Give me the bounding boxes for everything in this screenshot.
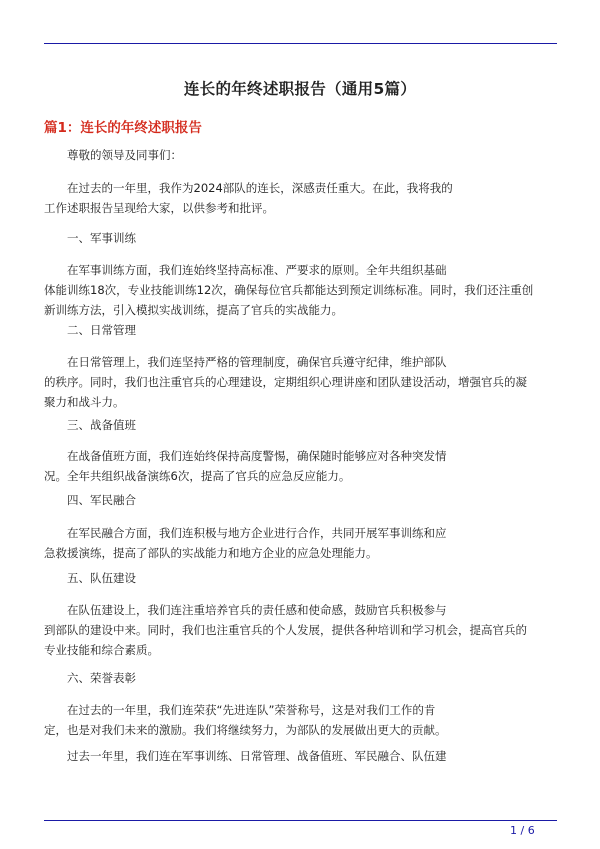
paragraph-line: 在过去的一年里，我们连荣获“先进连队”荣誉称号，这是对我们工作的肯 [67,703,436,717]
paragraph-line: 过去一年里，我们连在军事训练、日常管理、战备值班、军民融合、队伍建 [67,749,447,763]
paragraph-line: 聚力和战斗力。 [44,395,125,409]
paragraph [44,415,584,435]
paragraph [44,352,584,412]
paragraph-line: 在军事训练方面，我们连始终坚持高标准、严要求的原则。全年共组织基础 [67,263,447,277]
paragraph-line: 在日常管理上，我们连坚持严格的管理制度，确保官兵遵守纪律，维护部队 [67,355,447,369]
paragraph [44,600,584,660]
paragraph [44,746,584,766]
page-indicator: 1 / 6 [510,824,535,837]
paragraph [44,145,584,165]
subheading: 三、战备值班 [67,418,136,432]
paragraph-line: 体能训练18次，专业技能训练12次，确保每位官兵都能达到预定训练标准。同时，我们还注重创 [44,283,534,297]
paragraph-line: 新训练方法，引入模拟实战训练，提高了官兵的实战能力。 [44,303,343,317]
paragraph [44,260,584,320]
paragraph-line: 在战备值班方面，我们连始终保持高度警惕，确保随时能够应对各种突发情 [67,449,447,463]
paragraph [44,700,584,740]
paragraph-line: 在军民融合方面，我们连积极与地方企业进行合作，共同开展军事训练和应 [67,526,447,540]
paragraph-line: 定，也是对我们未来的激励。我们将继续努力，为部队的发展做出更大的贡献。 [44,723,447,737]
paragraph-line: 专业技能和综合素质。 [44,643,159,657]
header-rule [44,43,557,44]
document-title: 连长的年终述职报告（通用5篇） [183,80,417,98]
paragraph [44,446,584,486]
paragraph [44,178,584,218]
paragraph [44,523,584,563]
paragraph [44,490,584,510]
subheading: 五、队伍建设 [67,571,136,585]
paragraph-line: 在队伍建设上，我们连注重培养官兵的责任感和使命感，鼓励官兵积极参与 [67,603,447,617]
paragraph [44,228,584,248]
paragraph-line: 况。全年共组织战备演练6次，提高了官兵的应急反应能力。 [44,469,351,483]
paragraph-line: 在过去的一年里，我作为2024部队的连长，深感责任重大。在此，我将我的 [67,181,453,195]
section-heading: 篇1：连长的年终述职报告 [44,120,202,136]
paragraph-line: 尊敬的领导及同事们： [67,148,182,162]
subheading: 二、日常管理 [67,323,136,337]
paragraph [44,320,584,340]
footer-rule [44,820,557,821]
paragraph-line: 到部队的建设中来。同时，我们也注重官兵的个人发展，提供各种培训和学习机会，提高官兵的 [44,623,527,637]
paragraph [44,568,584,588]
subheading: 四、军民融合 [67,493,136,507]
subheading: 六、荣誉表彰 [67,671,136,685]
subheading: 一、军事训练 [67,231,136,245]
paragraph-line: 的秩序。同时，我们也注重官兵的心理建设，定期组织心理讲座和团队建设活动，增强官兵的凝 [44,375,527,389]
paragraph-line: 急救援演练，提高了部队的实战能力和地方企业的应急处理能力。 [44,546,378,560]
paragraph-line: 工作述职报告呈现给大家，以供参考和批评。 [44,201,274,215]
paragraph [44,668,584,688]
